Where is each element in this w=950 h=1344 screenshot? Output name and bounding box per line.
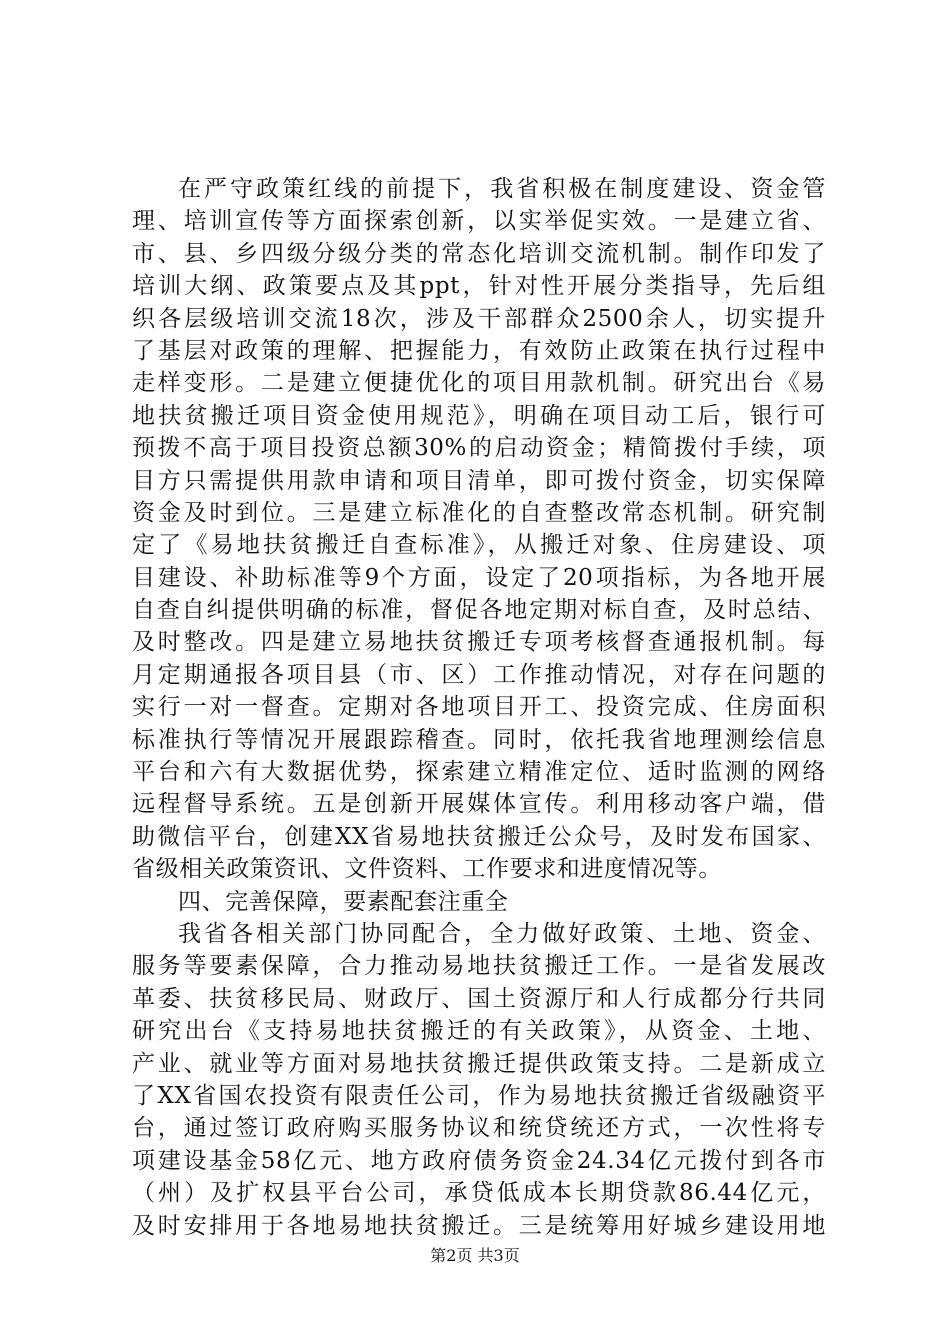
text-line: 四、完善保障，要素配套注重全 <box>178 888 509 915</box>
text-line: 服务等要素保障，合力推动易地扶贫搬迁工作。一是省发展改 <box>132 953 826 980</box>
text-line: 及时安排用于各地易地扶贫搬迁。三是统筹用好城乡建设用地 <box>132 1212 826 1239</box>
text-line: 我省各相关部门协同配合，全力做好政策、土地、资金、 <box>178 920 826 947</box>
text-line: 市、县、乡四级分级分类的常态化培训交流机制。制作印发了 <box>132 240 826 267</box>
text-line: 月定期通报各项目县（市、区）工作推动情况，对存在问题的 <box>132 661 826 688</box>
text-line: 目建设、补助标准等9个方面，设定了20项指标，为各地开展 <box>132 564 826 591</box>
text-line: 革委、扶贫移民局、财政厅、国土资源厅和人行成都分行共同 <box>132 985 826 1012</box>
text-line: 研究出台《支持易地扶贫搬迁的有关政策》，从资金、土地、 <box>132 1018 826 1045</box>
text-line: 台，通过签订政府购买服务协议和统贷统还方式，一次性将专 <box>132 1115 826 1142</box>
text-line: 产业、就业等方面对易地扶贫搬迁提供政策支持。二是新成立 <box>132 1050 826 1077</box>
page-footer: 第2页 共3页 <box>430 1246 520 1265</box>
text-line: 自查自纠提供明确的标准，督促各地定期对标自查，及时总结、 <box>132 597 826 624</box>
text-line: 了基层对政策的理解、把握能力，有效防止政策在执行过程中 <box>132 337 826 364</box>
text-line: 走样变形。二是建立便捷优化的项目用款机制。研究出台《易 <box>132 370 826 397</box>
text-line: 资金及时到位。三是建立标准化的自查整改常态机制。研究制 <box>132 499 826 526</box>
text-line: 实行一对一督查。定期对各地项目开工、投资完成、住房面积 <box>132 694 826 721</box>
text-line: 在严守政策红线的前提下，我省积极在制度建设、资金管 <box>178 176 826 202</box>
text-line: 定了《易地扶贫搬迁自查标准》，从搬迁对象、住房建设、项 <box>132 532 826 559</box>
text-line: 省级相关政策资讯、文件资料、工作要求和进度情况等。 <box>132 856 722 883</box>
text-line: 目方只需提供用款申请和项目清单，即可拨付资金，切实保障 <box>132 467 826 494</box>
text-line: 项建设基金58亿元、地方政府债务资金24.34亿元拨付到各市 <box>132 1147 826 1174</box>
text-line: 平台和六有大数据优势，探索建立精准定位、适时监测的网络 <box>132 759 826 786</box>
text-line: 标准执行等情况开展跟踪稽查。同时，依托我省地理测绘信息 <box>132 726 826 753</box>
text-line: 培训大纲、政策要点及其ppt，针对性开展分类指导，先后组 <box>132 273 826 300</box>
text-line: 远程督导系统。五是创新开展媒体宣传。利用移动客户端，借 <box>132 791 826 818</box>
text-line: 助微信平台，创建XX省易地扶贫搬迁公众号，及时发布国家、 <box>132 823 826 850</box>
text-line: 预拨不高于项目投资总额30%的启动资金；精简拨付手续，项 <box>132 435 826 462</box>
text-line: 了XX省国农投资有限责任公司，作为易地扶贫搬迁省级融资平 <box>132 1082 826 1109</box>
text-line: 织各层级培训交流18次，涉及干部群众2500余人，切实提升 <box>132 305 826 332</box>
text-line: 地扶贫搬迁项目资金使用规范》，明确在项目动工后，银行可 <box>132 402 826 429</box>
text-line: （州）及扩权县平台公司，承贷低成本长期贷款86.44亿元， <box>132 1180 826 1207</box>
text-line: 理、培训宣传等方面探索创新，以实举促实效。一是建立省、 <box>132 208 826 235</box>
text-line: 及时整改。四是建立易地扶贫搬迁专项考核督查通报机制。每 <box>132 629 826 656</box>
document-body <box>132 173 826 1242</box>
